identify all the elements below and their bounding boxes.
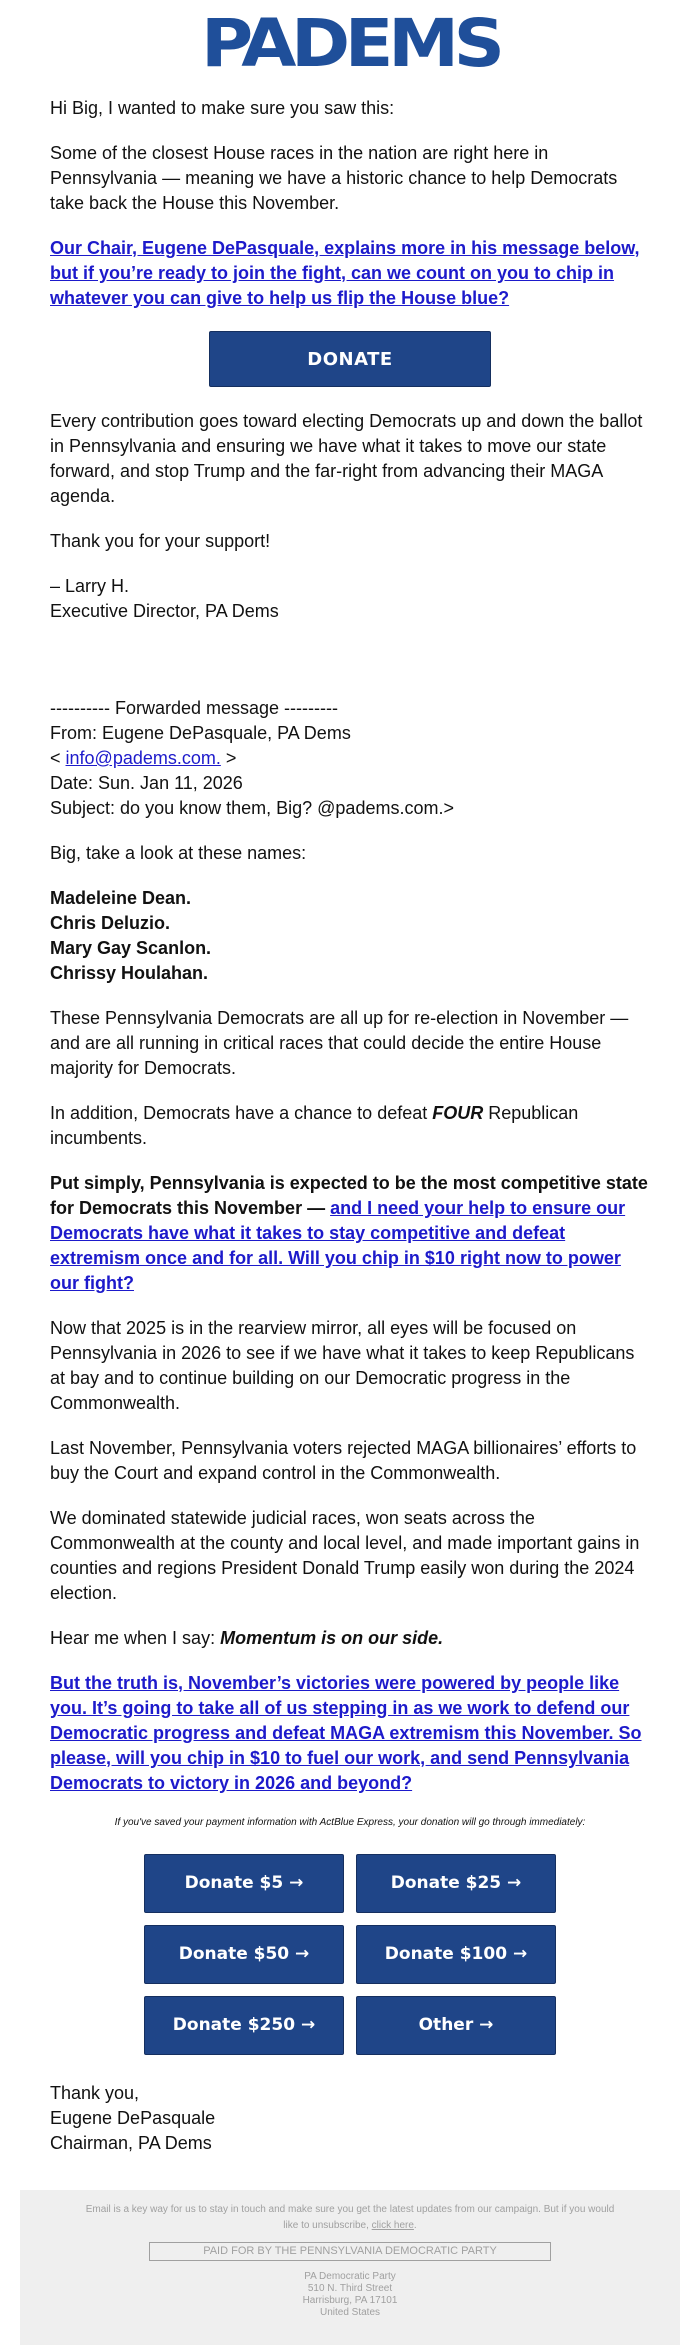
signature [50,574,650,624]
list-item: Mary Gay Scanlon. [50,938,212,958]
list-item: Chrissy Houlahan. [50,963,209,983]
list-item: Madeleine Dean. [50,888,192,908]
footer [20,2190,680,2345]
donate-25-button[interactable]: Donate $25 → [356,1854,556,1913]
email-body [0,96,700,2156]
signature-name: – Larry H. [50,576,130,596]
momentum-emphasis: Momentum is on our side. [220,1628,444,1648]
names-intro: Big, take a look at these names: [50,843,307,863]
competitive-paragraph [50,1171,650,1296]
reelection-paragraph: These Pennsylvania Democrats are all up for re-election in November — and are all running in critical races that could decide the entire House majority for Democrats. [50,1008,629,1078]
chair-link-paragraph [50,236,650,311]
sender-email-link[interactable]: info@padems.com. [65,748,221,768]
contribution-paragraph: Every contribution goes toward electing Democrats up and down the ballot in Pennsylvania and ensuring we have what it takes to move our state forward, and stop Trump and the far-right from advancing their MAGA agenda. [50,411,643,506]
momentum-paragraph [50,1626,650,1651]
donate-100-button[interactable]: Donate $100 → [356,1925,556,1984]
email-bracket-open: < [50,748,61,768]
signature-title: Executive Director, PA Dems [50,601,279,621]
address-line: PA Democratic Party [304,2271,396,2282]
hear-me-text: Hear me when I say: [50,1628,221,1648]
donate-5-button[interactable]: Donate $5 → [144,1854,344,1913]
closing-thanks: Thank you, [50,2083,140,2103]
header [0,0,700,80]
rearview-paragraph: Now that 2025 is in the rearview mirror, all eyes will be focused on Pennsylvania in 2026 to see if we have what it takes to keep Republicans at bay and to continue building on our Democratic progress in the Commonwealth. [50,1318,635,1413]
incumbents-text: Republican incumbents. [50,1103,579,1148]
footer-message [20,2202,680,2234]
dominated-paragraph: We dominated statewide judicial races, won seats across the Commonwealth at the county and local level, and made important gains in counties and regions President Donald Trump easily won during the 2024 election. [50,1508,640,1603]
address-line: United States [319,2307,381,2318]
chip-in-10-link[interactable]: and I need your help to ensure our Democrats have what it takes to stay competitive and defeat extremism once and for all. Will you chip in $10 right now to power our fight? [50,1198,626,1293]
forwarded-date: Date: Sun. Jan 11, 2026 [50,773,243,793]
paid-for-box: PAID FOR BY THE PENNSYLVANIA DEMOCRATIC PARTY [149,2242,551,2261]
address-line: 510 N. Third Street [307,2283,393,2294]
chip-in-link[interactable]: Our Chair, Eugene DePasquale, explains more in his message below, but if you’re ready to join the fight, can we count on you to chip in whatever you can give to help us flip the House blue? [50,238,640,308]
donate-button[interactable]: DONATE [209,331,491,387]
footer-period: . [413,2220,417,2231]
forwarded-subject: Subject: do you know them, Big? @padems.com.> [50,798,454,818]
unsubscribe-link[interactable]: click here [371,2220,414,2231]
victories-paragraph [50,1671,650,1796]
thanks-line: Thank you for your support! [50,531,271,551]
list-item: Chris Deluzio. [50,913,171,933]
forwarded-header-block [50,696,650,821]
four-emphasis: FOUR [432,1103,484,1123]
defeat-four-paragraph [50,1101,650,1151]
names-list [50,886,650,986]
forwarded-header: ---------- Forwarded message --------- [50,698,338,718]
email-bracket-close: > [225,748,237,768]
donate-amount-grid [50,1854,650,2055]
closing-signature [50,2081,650,2156]
closing-name: Eugene DePasquale [50,2108,216,2128]
footer-message-text: Email is a key way for us to stay in touch and make sure you get the latest updates from our campaign. But if you would like to unsubscribe, [85,2204,615,2231]
fuel-our-work-link[interactable]: But the truth is, November’s victories were powered by people like you. It’s going to take all of us stepping in as we work to defend our Democratic progress and defeat MAGA extremism this November. So please, will you chip in $10 to fuel our work, and send Pennsylvania Democrats to victory in 2026 and beyond? [50,1673,642,1793]
greeting: Hi Big, I wanted to make sure you saw this: [50,98,395,118]
competitive-bold-text: Put simply, Pennsylvania is expected to be the most competitive state for Democrats this November — [50,1173,648,1218]
intro-paragraph: Some of the closest House races in the nation are right here in Pennsylvania — meaning we have a historic chance to help Democrats take back the House this November. [50,143,618,213]
donate-other-button[interactable]: Other → [356,1996,556,2055]
closing-title: Chairman, PA Dems [50,2133,212,2153]
defeat-text: In addition, Democrats have a chance to defeat [50,1103,433,1123]
donate-50-button[interactable]: Donate $50 → [144,1925,344,1984]
donate-250-button[interactable]: Donate $250 → [144,1996,344,2055]
padems-logo[interactable]: PADEMS [200,5,500,82]
actblue-note: If you've saved your payment information with ActBlue Express, your donation will go through immediately: [114,1817,586,1828]
last-november-paragraph: Last November, Pennsylvania voters rejected MAGA billionaires’ efforts to buy the Court and expand control in the Commonwealth. [50,1438,637,1483]
footer-address [20,2271,680,2319]
forwarded-from: From: Eugene DePasquale, PA Dems [50,723,351,743]
address-line: Harrisburg, PA 17101 [302,2295,398,2306]
